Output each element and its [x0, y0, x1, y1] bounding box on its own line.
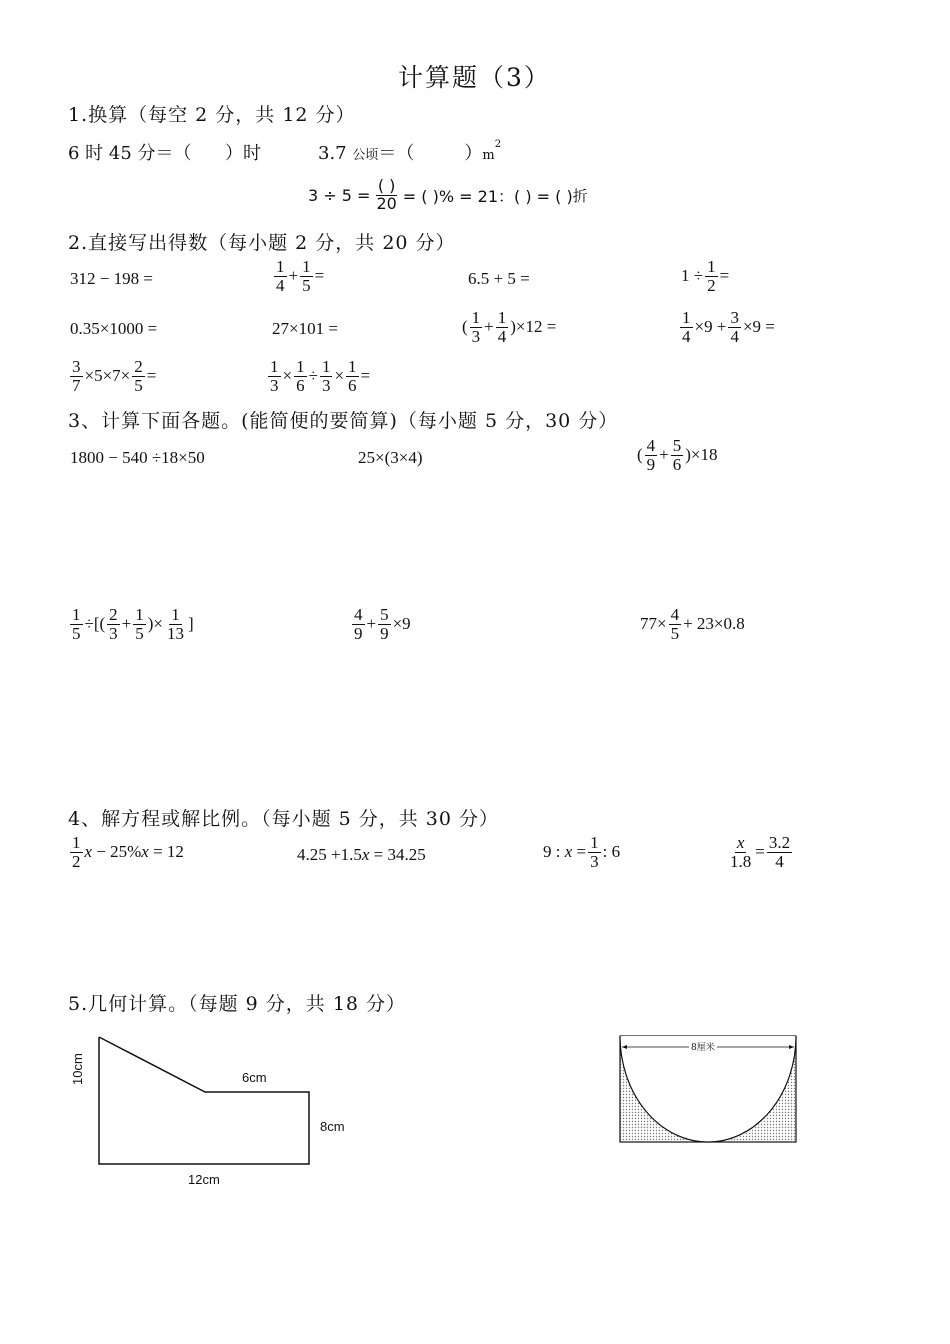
equation-4: $\frac{x}{1.8}$ = $\frac{3.2}{4}$	[730, 833, 791, 871]
problem-2-4: 1 ÷ $\frac{1}{2}$ =	[681, 257, 730, 295]
trapezoid-composite-figure	[60, 1025, 380, 1205]
section-4-header: 4、解方程或解比例。（每小题 5 分，共 30 分）	[68, 808, 500, 830]
conversion-area: 3.7 公顷＝（ ）$m^2$	[318, 139, 502, 164]
figure-2-width-label: 8厘米	[689, 1040, 717, 1053]
problem-3-4: $\frac{1}{5}$ ÷[( $\frac{2}{3}$ + $\frac{1}{5}$ )× $\frac{1}{13}$ ]	[72, 605, 194, 643]
conversion-row-1: 6 时 45 分＝（ ）时	[68, 143, 261, 164]
section-2-header: 2.直接写出得数（每小题 2 分，共 20 分）	[68, 232, 456, 254]
problem-2-10: $\frac{1}{3}$ × $\frac{1}{6}$ ÷ $\frac{1}{3}$ × $\frac{1}{6}$ =	[270, 357, 371, 395]
problem-2-6: 27×101 =	[272, 319, 338, 338]
section-3-header: 3、计算下面各题。(能简便的要简算)（每小题 5 分，30 分）	[68, 410, 619, 432]
problem-2-7: ( $\frac{1}{3}$ + $\frac{1}{4}$ )×12 =	[462, 308, 557, 346]
figure-1-left-label: 10cm	[70, 1053, 85, 1085]
conversion-time: 6 时 45 分＝（	[68, 143, 192, 164]
problem-3-1: 1800 − 540 ÷18×50	[70, 448, 205, 467]
problem-2-1: 312 − 198 =	[70, 269, 153, 288]
section-1-header: 1.换算（每空 2 分，共 12 分）	[68, 104, 356, 126]
problem-3-3: ( $\frac{4}{9}$ + $\frac{5}{6}$ )×18	[637, 436, 718, 474]
problem-3-6: 77× $\frac{4}{5}$ + 23×0.8	[640, 605, 745, 643]
problem-2-5: 0.35×1000 =	[70, 319, 158, 338]
problem-2-3: 6.5 + 5 =	[468, 269, 530, 288]
figure-1-bottom-label: 12cm	[188, 1172, 220, 1187]
equation-3: 9 : x = $\frac{1}{3}$ : 6	[543, 833, 621, 871]
conversion-chain: 3 ÷ 5 = $\frac{( )}{20}$ = ( )% = 21：( ) = ( ) 折	[308, 176, 588, 213]
problem-3-5: $\frac{4}{9}$ + $\frac{5}{9}$ ×9	[354, 605, 411, 643]
figure-1-top-label: 6cm	[242, 1070, 267, 1085]
figure-1-outline	[99, 1037, 309, 1164]
equation-1: $\frac{1}{2}$ x − 25% x = 12	[72, 833, 184, 871]
equation-2: 4.25 +1.5 x = 34.25	[297, 845, 426, 864]
page-title: 计算题（3）	[398, 63, 551, 92]
section-5-header: 5.几何计算。（每题 9 分，共 18 分）	[68, 993, 407, 1015]
figure-1-right-label: 8cm	[320, 1119, 345, 1134]
problem-2-2: $\frac{1}{4}$ + $\frac{1}{5}$ =	[276, 257, 325, 295]
problem-2-8: $\frac{1}{4}$ ×9 + $\frac{3}{4}$ ×9 =	[682, 308, 775, 346]
problem-3-2: 25×(3×4)	[358, 448, 423, 467]
problem-2-9: $\frac{3}{7}$ ×5×7× $\frac{2}{5}$ =	[72, 357, 157, 395]
